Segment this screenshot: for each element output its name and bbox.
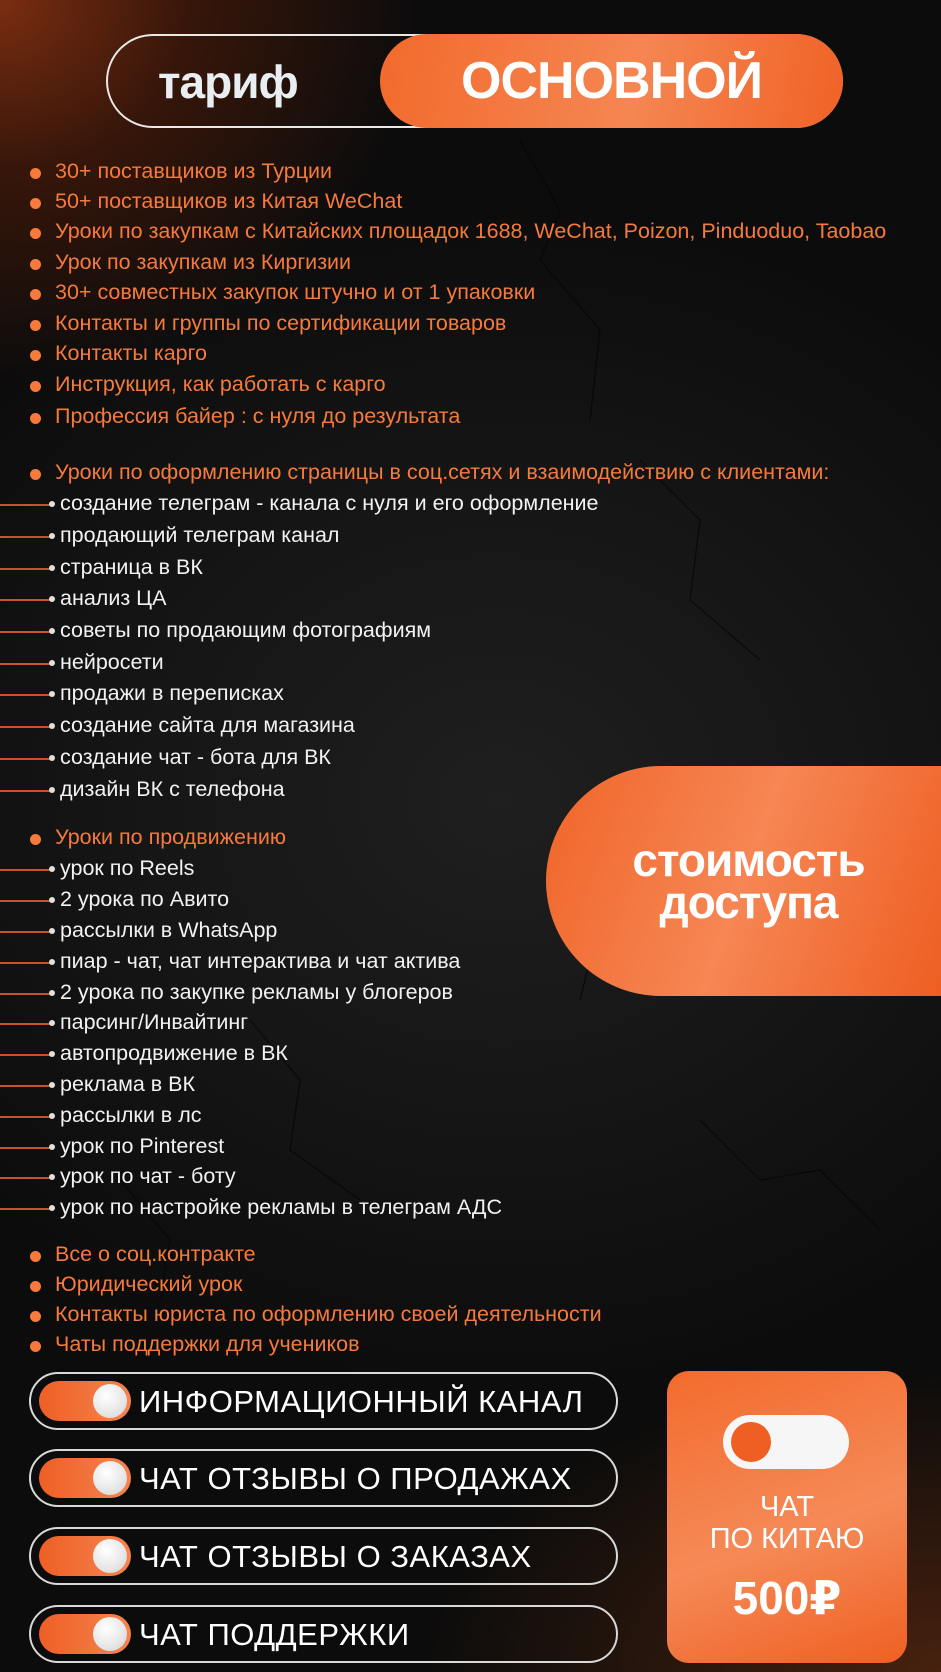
sub-item: нейросети — [60, 650, 164, 674]
china-chat-line1: ЧАТ — [759, 1491, 815, 1523]
sub-item: 2 урока по Авито — [60, 887, 230, 911]
chat-label: ИНФОРМАЦИОННЫЙ КАНАЛ — [139, 1384, 584, 1419]
sub-item: страница в ВК — [60, 555, 203, 579]
list-item: Урок по закупкам из Киргизии — [55, 250, 352, 274]
toggle-switch[interactable] — [39, 1381, 131, 1421]
sub-item: 2 урока по закупке рекламы у блогеров — [60, 980, 453, 1004]
list-item: 30+ поставщиков из Турции — [55, 159, 333, 183]
list-item: Контакты юриста по оформлению своей деятельности — [55, 1302, 602, 1326]
sub-item: создание сайта для магазина — [60, 713, 355, 737]
chat-label: ЧАТ ОТЗЫВЫ О ПРОДАЖАХ — [139, 1461, 572, 1496]
list-item: Инструкция, как работать с карго — [55, 372, 386, 396]
chat-label: ЧАТ ПОДДЕРЖКИ — [139, 1617, 410, 1652]
sub-item: урок по настройке рекламы в телеграм АДС — [60, 1195, 502, 1219]
list-item: Уроки по закупкам с Китайских площадок 1688, WeChat, Poizon, Pinduoduo, Taobao — [55, 219, 887, 243]
toggle-knob — [731, 1422, 771, 1462]
toggle-knob — [93, 1384, 127, 1418]
toggle-switch[interactable] — [723, 1415, 849, 1469]
list-item: Профессия байер : с нуля до результата — [55, 404, 461, 428]
tariff-name: ОСНОВНОЙ — [380, 34, 843, 128]
sub-item: автопродвижение в ВК — [60, 1041, 288, 1065]
toggle-knob — [93, 1461, 127, 1495]
social-section-title: Уроки по оформлению страницы в соц.сетях и взаимодействию с клиентами: — [55, 460, 830, 484]
price-badge-line1: стоимость — [632, 834, 865, 886]
chat-support[interactable] — [29, 1605, 618, 1663]
price-badge — [546, 766, 941, 996]
sub-item: продающий телеграм канал — [60, 523, 340, 547]
toggle-switch[interactable] — [39, 1458, 131, 1498]
list-item: 30+ совместных закупок штучно и от 1 упаковки — [55, 280, 536, 304]
list-item: Все о соц.контракте — [55, 1242, 256, 1266]
toggle-knob — [93, 1617, 127, 1651]
sub-item: продажи в переписках — [60, 681, 284, 705]
chat-sales-reviews[interactable] — [29, 1449, 618, 1507]
chat-order-reviews[interactable] — [29, 1527, 618, 1585]
list-item: Контакты карго — [55, 341, 207, 365]
sub-item: парсинг/Инвайтинг — [60, 1010, 249, 1034]
list-item: 50+ поставщиков из Китая WeChat — [55, 189, 403, 213]
china-chat-line2: ПО КИТАЮ — [709, 1523, 865, 1555]
toggle-switch[interactable] — [39, 1536, 131, 1576]
sub-item: рассылки в WhatsApp — [60, 918, 278, 942]
tariff-label: тариф — [158, 56, 298, 108]
toggle-switch[interactable] — [39, 1614, 131, 1654]
sub-item: рассылки в лс — [60, 1103, 202, 1127]
china-chat-card[interactable] — [667, 1371, 907, 1663]
sub-item: создание телеграм - канала с нуля и его оформление — [60, 491, 599, 515]
chat-label: ЧАТ ОТЗЫВЫ О ЗАКАЗАХ — [139, 1539, 532, 1574]
list-item: Чаты поддержки для учеников — [55, 1332, 360, 1356]
list-item: Юридический урок — [55, 1272, 243, 1296]
sub-item: пиар - чат, чат интерактива и чат актива — [60, 949, 461, 973]
promo-section-title: Уроки по продвижению — [55, 825, 286, 849]
sub-item: дизайн ВК с телефона — [60, 777, 285, 801]
sub-item: советы по продающим фотографиям — [60, 618, 432, 642]
chat-info-channel[interactable] — [29, 1372, 618, 1430]
sub-item: анализ ЦА — [60, 586, 167, 610]
sub-item: урок по Pinterest — [60, 1134, 225, 1158]
sub-item: создание чат - бота для ВК — [60, 745, 331, 769]
list-item: Контакты и группы по сертификации товаров — [55, 311, 507, 335]
price-badge-line2: доступа — [659, 876, 838, 928]
china-chat-price: 500₽ — [732, 1572, 842, 1624]
sub-item: реклама в ВК — [60, 1072, 196, 1096]
sub-item: урок по чат - боту — [60, 1164, 236, 1188]
toggle-knob — [93, 1539, 127, 1573]
sub-item: урок по Reels — [60, 856, 195, 880]
